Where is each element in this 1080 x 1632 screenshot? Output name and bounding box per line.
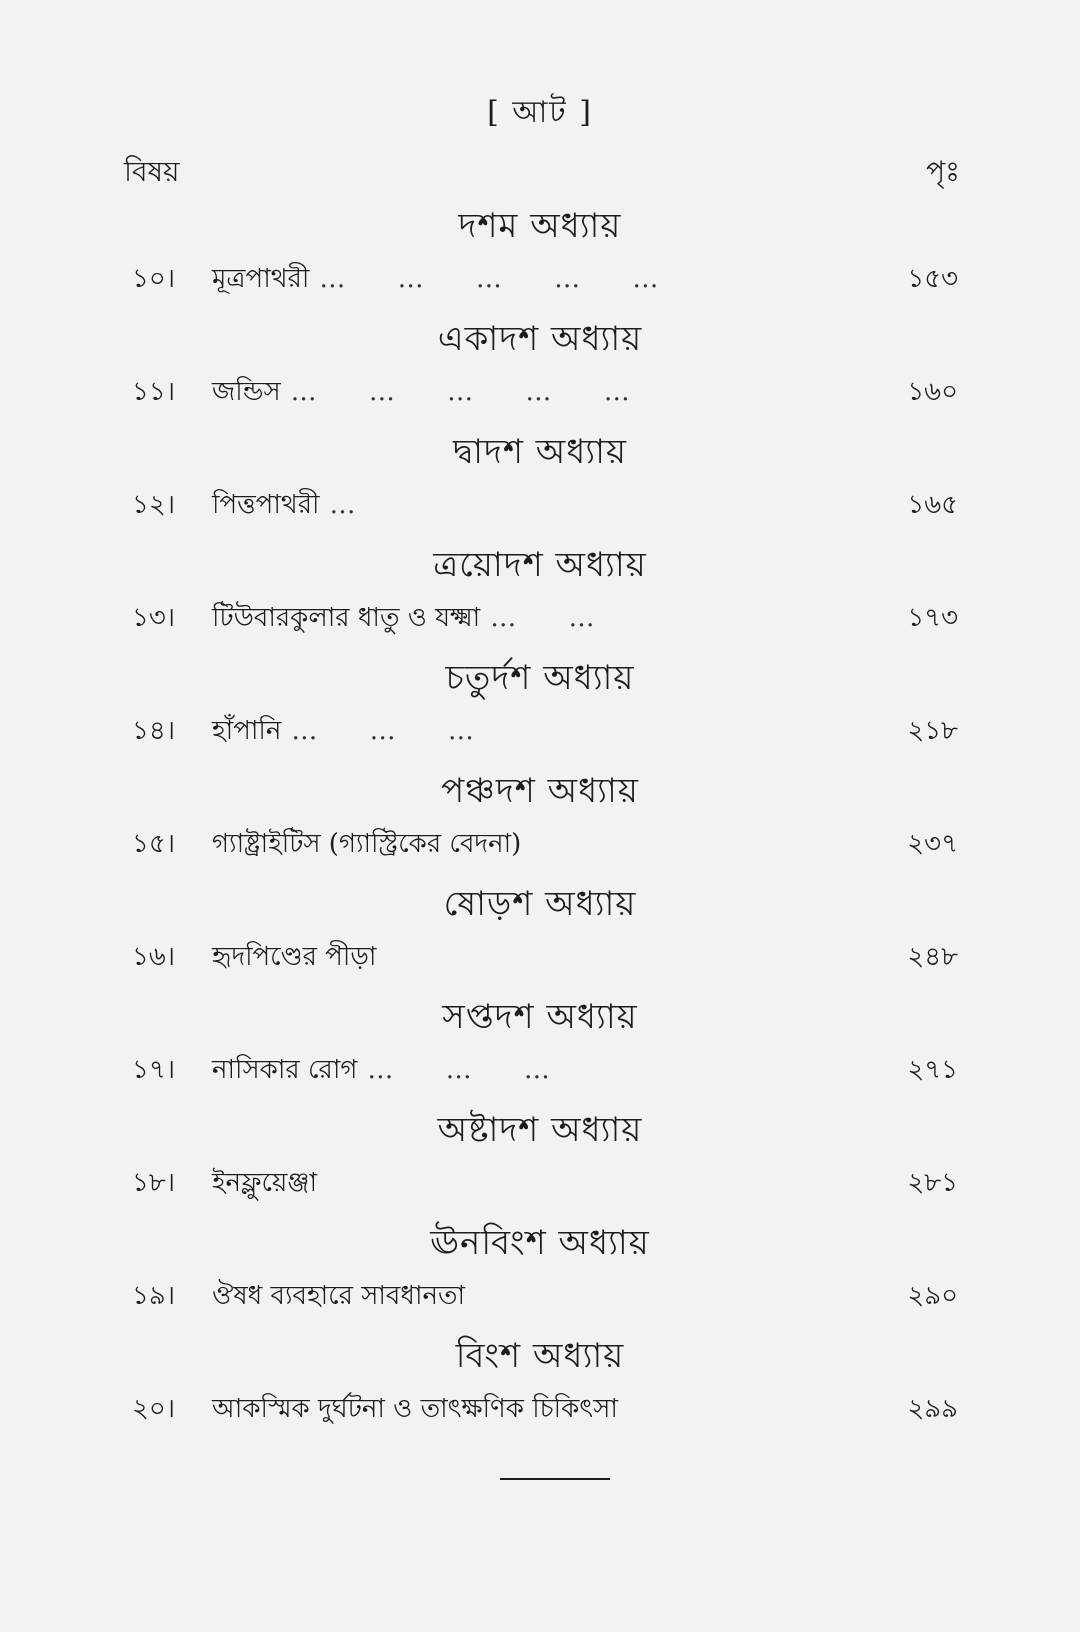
entry-title: নাসিকার রোগ <box>212 1055 358 1085</box>
entry-page-number: ২৯০ <box>907 1281 958 1311</box>
toc-entry[interactable] <box>132 1388 958 1432</box>
toc-entry[interactable] <box>132 597 958 641</box>
chapter-title: একাদশ অধ্যায় <box>437 319 643 359</box>
chapter-block <box>0 1217 1080 1330</box>
entry-number: ১১। <box>132 377 176 407</box>
entry-page-number: ২১৮ <box>907 716 958 746</box>
entry-number: ২০। <box>132 1394 176 1424</box>
entry-number: ১০। <box>132 264 176 294</box>
column-heading-page: পৃঃ <box>926 155 960 188</box>
chapter-title: চতুর্দশ অধ্যায় <box>445 658 635 698</box>
leader-dots: … <box>329 490 378 520</box>
chapter-title: সপ্তদশ অধ্যায় <box>442 997 638 1037</box>
chapter-title: বিংশ অধ্যায় <box>455 1336 625 1376</box>
entry-page-number: ১৬৫ <box>907 490 958 520</box>
entry-title: ঔষধ ব্যবহারে সাবধানতা <box>212 1281 466 1311</box>
leader-dots: … … … <box>291 716 496 746</box>
chapter-title: অষ্টাদশ অধ্যায় <box>437 1110 643 1150</box>
entry-number: ১৭। <box>132 1055 176 1085</box>
entry-page-number: ২৭১ <box>907 1055 958 1085</box>
chapter-title: দ্বাদশ অধ্যায় <box>452 432 628 472</box>
entry-title: টিউবারকুলার ধাতু ও যক্ষ্মা <box>212 603 481 633</box>
entry-page-number: ২৮১ <box>907 1168 958 1198</box>
toc-entry[interactable] <box>132 484 958 528</box>
entry-title: হাঁপানি <box>212 716 282 746</box>
chapter-block <box>0 426 1080 539</box>
entry-number: ১৪। <box>132 716 176 746</box>
entry-number: ১৩। <box>132 603 176 633</box>
toc-entry[interactable] <box>132 936 958 980</box>
entry-number: ১৬। <box>132 942 176 972</box>
entry-title: আকস্মিক দুর্ঘটনা ও তাৎক্ষণিক চিকিৎসা <box>212 1394 618 1424</box>
entry-title: গ্যাষ্ট্রাইটিস (গ্যাস্ট্রিকের বেদনা) <box>212 829 522 859</box>
chapter-block <box>0 878 1080 991</box>
toc-entry[interactable] <box>132 710 958 754</box>
entry-page-number: ১৬০ <box>907 377 958 407</box>
entry-number: ১৫। <box>132 829 176 859</box>
entry-title: ইনফ্লুয়েঞ্জা <box>212 1168 318 1198</box>
chapter-block <box>0 313 1080 426</box>
chapter-block <box>0 200 1080 313</box>
chapter-title: ত্রয়োদশ অধ্যায় <box>433 545 647 585</box>
entry-title: মূত্রপাথরী <box>212 264 310 294</box>
leader-dots: … … … <box>367 1055 572 1085</box>
leader-dots: … … <box>490 603 617 633</box>
entry-title: হৃদপিণ্ডের পীড়া <box>212 942 377 972</box>
chapter-title: ঊনবিংশ অধ্যায় <box>430 1223 650 1263</box>
entry-page-number: ২৩৭ <box>907 829 958 859</box>
table-of-contents <box>0 200 1080 1443</box>
entry-number: ১৮। <box>132 1168 176 1198</box>
chapter-block <box>0 1330 1080 1443</box>
toc-entry[interactable] <box>132 371 958 415</box>
chapter-title: পঞ্চদশ অধ্যায় <box>441 771 639 811</box>
toc-entry[interactable] <box>132 258 958 302</box>
entry-number: ১২। <box>132 490 176 520</box>
entry-page-number: ১৫৩ <box>907 264 958 294</box>
entry-title: পিত্তপাথরী <box>212 490 320 520</box>
chapter-title: দশম অধ্যায় <box>458 206 622 246</box>
entry-title: জন্ডিস <box>212 377 281 407</box>
toc-entry[interactable] <box>132 823 958 867</box>
entry-page-number: ২৯৯ <box>907 1394 958 1424</box>
column-heading-subject: বিষয় <box>124 155 180 188</box>
chapter-block <box>0 765 1080 878</box>
leader-dots: … … … … … <box>319 264 681 294</box>
chapter-block <box>0 652 1080 765</box>
chapter-title: ষোড়শ অধ্যায় <box>443 884 637 924</box>
toc-entry[interactable] <box>132 1162 958 1206</box>
entry-number: ১৯। <box>132 1281 176 1311</box>
toc-entry[interactable] <box>132 1049 958 1093</box>
entry-page-number: ১৭৩ <box>907 603 958 633</box>
toc-entry[interactable] <box>132 1275 958 1319</box>
leader-dots: … … … … … <box>290 377 652 407</box>
entry-page-number: ২৪৮ <box>907 942 958 972</box>
chapter-block <box>0 991 1080 1104</box>
chapter-block <box>0 539 1080 652</box>
chapter-block <box>0 1104 1080 1217</box>
page-label: [ আট ] <box>487 95 593 130</box>
end-rule <box>500 1478 610 1480</box>
